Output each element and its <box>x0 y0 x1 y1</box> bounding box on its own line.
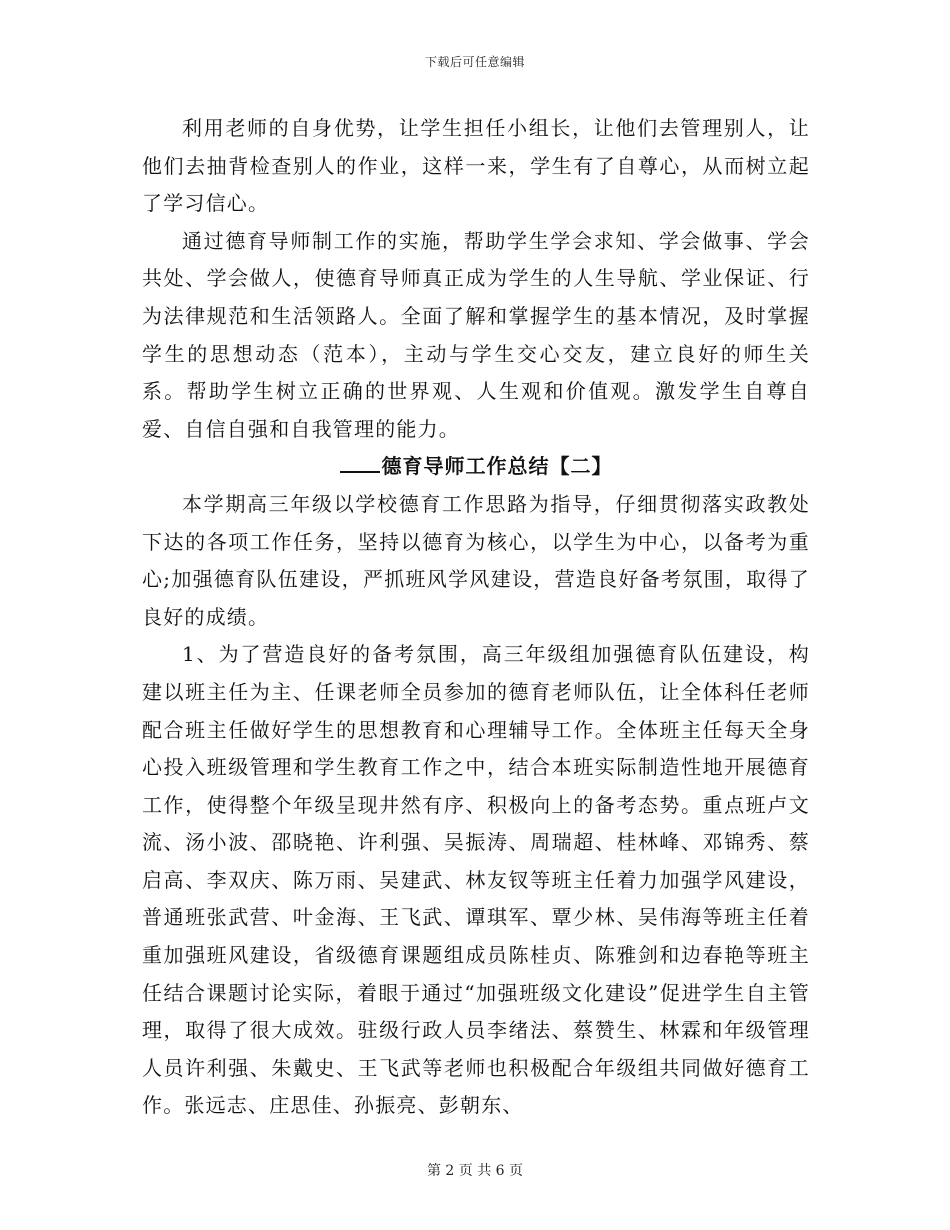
paragraph-2: 通过德育导师制工作的实施，帮助学生学会求知、学会做事、学会共处、学会做人，使德育导师真正成为学生的人生导航、学业保证、行为法律规范和生活领路人。全面了解和掌握学生的基本情况，及时掌握学生的思想动态（范本），主动与学生交心交友，建立良好的师生关系。帮助学生树立正确的世界观、人生观和价值观。激发学生自尊自爱、自信自强和自我管理的能力。 <box>142 228 810 441</box>
paragraph-3: 本学期高三年级以学校德育工作思路为指导，仔细贯彻落实政教处下达的各项工作任务，坚持以德育为核心，以学生为中心，以备考为重心;加强德育队伍建设，严抓班风学风建设，营造良好备考氛围，取得了良好的成绩。 <box>142 491 810 629</box>
paragraph-1: 利用老师的自身优势，让学生担任小组长，让他们去管理别人，让他们去抽背检查别人的作业，这样一来，学生有了自尊心，从而树立起了学习信心。 <box>142 116 810 216</box>
section-heading <box>142 448 810 486</box>
page-header-note: 下载后可任意编辑 <box>424 55 525 69</box>
section-heading-text: 德育导师工作总结【二】 <box>381 454 613 479</box>
paragraph-4: 1、为了营造良好的备考氛围，高三年级组加强德育队伍建设，构建以班主任为主、任课老师全员参加的德育老师队伍，让全体科任老师配合班主任做好学生的思想教育和心理辅导工作。全体班主任每天全身心投入班级管理和学生教育工作之中，结合本班实际制造性地开展德育工作，使得整个年级呈现井然有序、积极向上的备考态势。重点班卢文流、汤小波、邵晓艳、许利强、吴振涛、周瑞超、桂林峰、邓锦秀、蔡启高、李双庆、陈万雨、吴建武、林友钗等班主任着力加强学风建设，普通班张武营、叶金海、王飞武、谭琪军、覃少林、吴伟海等班主任着重加强班风建设，省级德育课题组成员陈桂贞、陈雅剑和边春艳等班主任结合课题讨论实际，着眼于通过“加强班级文化建设”促进学生自主管理，取得了很大成效。驻级行政人员李绪法、蔡赞生、林霖和年级管理人员许利强、朱戴史、王飞武等老师也积极配合年级组共同做好德育工作。张远志、庄思佳、孙振亮、彭朝东、 <box>142 642 810 1118</box>
blank-underline <box>340 453 380 473</box>
page-number: 第 2 页 共 6 页 <box>426 1163 524 1179</box>
document-body <box>142 110 810 1125</box>
